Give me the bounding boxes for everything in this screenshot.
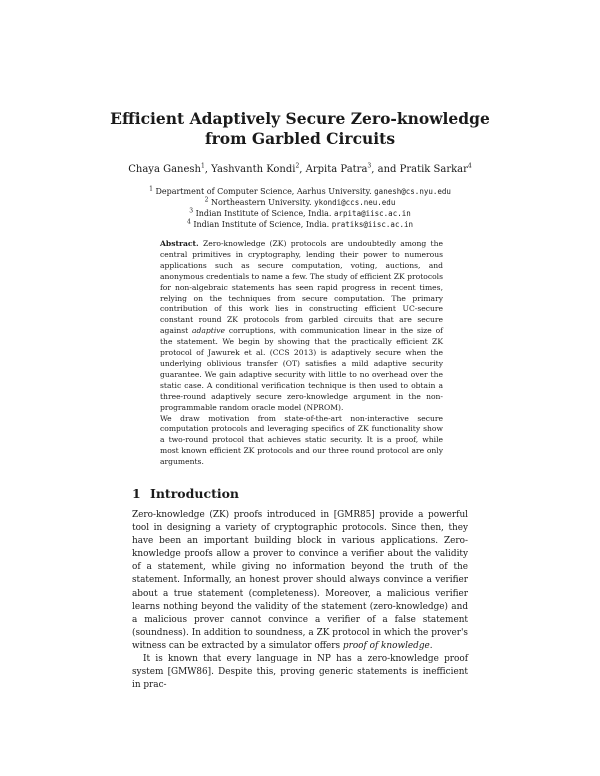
abstract — [160, 239, 443, 468]
section-heading — [132, 486, 239, 502]
author-separator: , and — [371, 164, 400, 175]
author-name: Pratik Sarkar — [399, 164, 468, 175]
affiliation — [80, 219, 520, 230]
author-sup: 3 — [367, 162, 372, 170]
affiliation — [80, 197, 520, 208]
section-title: Introduction — [150, 486, 240, 501]
affiliation — [80, 208, 520, 219]
abstract-paragraph — [160, 239, 443, 414]
paper-title: Efficient Adaptively Secure Zero-knowledge from Garbled Circuits — [110, 109, 490, 148]
affiliation-text: Indian Institute of Science, India. — [195, 209, 332, 218]
body-paragraph — [132, 509, 468, 653]
body-paragraph: It is known that every language in NP has a zero-knowledge proof system [GMW86]. Despite this, proving generic statements is inefficient in prac- — [132, 654, 468, 691]
author-list — [80, 163, 520, 176]
body-emphasis: proof of knowledge — [342, 640, 430, 651]
affiliation — [80, 186, 520, 197]
abstract-text: corruptions, with communication linear in the size of the statement. We begin by showing that the practically efficient ZK protocol of Jawurek et al. (CCS 2013) is adaptively secure when the underlying oblivious transfer (OT) satisfies a mild adaptive security guarantee. We gain adaptive security with little to no overhead over the static case. A conditional verification technique is then used to obtain a three-round adaptively secure zero-knowledge argument in the non-programmable random oracle model (NPROM). — [160, 326, 443, 412]
affiliation-text: Department of Computer Science, Aarhus University. — [155, 187, 372, 196]
affiliation-email: ganesh@cs.nyu.edu — [374, 187, 451, 196]
abstract-label: Abstract. — [160, 239, 199, 248]
body-text: Zero-knowledge (ZK) proofs introduced in [GMR85] provide a powerful tool in designing a variety of cryptographic protocols. Since then, they have been an important building block in various applications. Zero-knowledge proofs allow a prover to convince a verifier about the validity of a statement, while giving no information beyond the truth of the statement. Informally, an honest prover should always convince a verifier about a true statement (completeness). Moreover, a malicious verifier learns nothing beyond the validity of the statement (zero-knowledge) and a malicious prover cannot convince a verifier of a false statement (soundness). In addition to soundness, a ZK protocol in which the prover's witness can be extracted by a simulator offers — [132, 510, 468, 651]
affiliation-email: pratiks@iisc.ac.in — [331, 220, 414, 229]
affiliation-sup: 2 — [204, 196, 209, 204]
author-separator: , — [204, 164, 212, 175]
affiliation-sup: 1 — [149, 185, 153, 193]
abstract-emphasis: adaptive — [192, 326, 226, 336]
affiliation-sup: 3 — [189, 207, 194, 215]
author-name: Yashvanth Kondi — [211, 164, 296, 175]
section-body — [132, 509, 468, 692]
affiliation-email: ykondi@ccs.neu.edu — [314, 198, 396, 207]
affiliation-text: Northeastern University. — [211, 198, 312, 207]
author-name: Chaya Ganesh — [128, 164, 201, 175]
affiliation-list — [80, 186, 520, 230]
author-sup: 4 — [467, 162, 472, 170]
affiliation-text: Indian Institute of Science, India. — [193, 220, 330, 229]
author-separator: , — [299, 164, 306, 175]
author-sup: 1 — [200, 162, 205, 170]
author-name: Arpita Patra — [305, 164, 368, 175]
body-text: . — [429, 640, 433, 651]
affiliation-sup: 4 — [186, 218, 191, 226]
author-sup: 2 — [295, 162, 300, 170]
affiliation-email: arpita@iisc.ac.in — [334, 209, 411, 218]
section-number: 1 — [132, 486, 141, 501]
abstract-text: Zero-knowledge (ZK) protocols are undoubtedly among the central primitives in cryptography, lending their power to numerous applications such as secure computation, voting, auctions, and anonymous credentials to name a few. The study of efficient ZK protocols for non-algebraic statements has seen rapid progress in recent times, relying on the techniques from secure computation. The primary contribution of this work lies in constructing efficient UC-secure constant round ZK protocols from garbled circuits that are secure against — [160, 239, 443, 336]
abstract-paragraph: We draw motivation from state-of-the-art non-interactive secure computation protocols and leveraging specifics of ZK functionality show a two-round protocol that achieves static security. It is a proof, while most known efficient ZK protocols and our three round protocol are only arguments. — [160, 413, 443, 467]
